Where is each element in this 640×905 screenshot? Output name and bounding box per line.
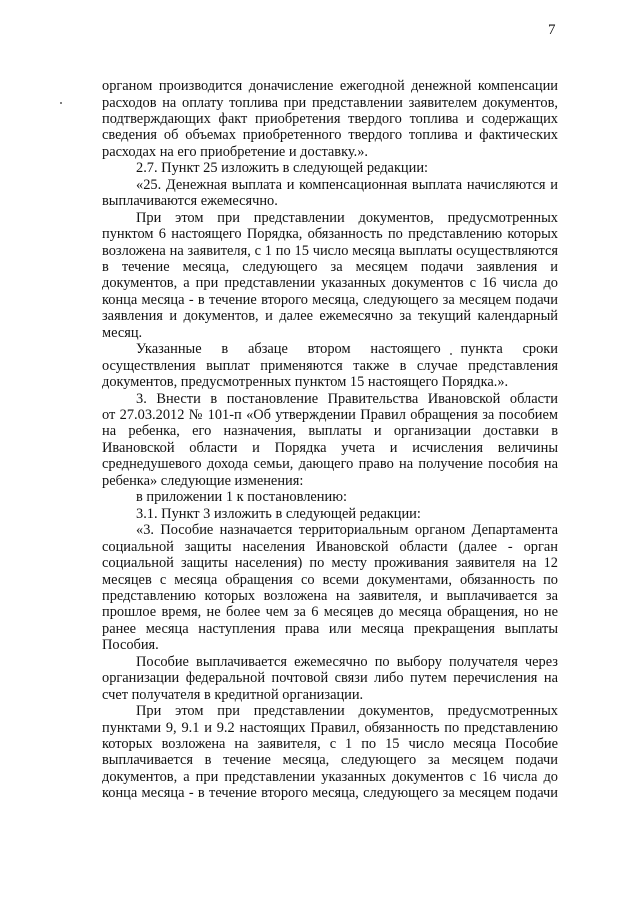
page-number: 7 <box>548 22 556 38</box>
text-line: «25. Денежная выплата и компенсационная выплата начисляются и <box>136 176 558 193</box>
text-line: При этом при представлении документов, предусмотренных <box>136 209 558 226</box>
text-line: расходах на его приобретение и доставку.». <box>102 143 369 160</box>
text-line: 3.1. Пункт 3 изложить в следующей редакции: <box>136 505 421 522</box>
text-line: При этом при представлении документов, предусмотренных <box>136 703 558 720</box>
text-line: пунктом 6 настоящего Порядка, обязанность по представлению которых <box>102 226 558 242</box>
text-line: конца месяца - в течение второго месяца, следующего за месяцем подачи <box>102 785 558 802</box>
text-line: от 27.03.2012 № 101-п «Об утверждении Правил обращения за пособием <box>102 407 558 423</box>
text-line: возложена на заявителя, с 1 по 15 число месяца выплаты осуществляются <box>102 242 558 259</box>
text-line: заявления и документов, и далее ежемесячно за текущий календарный <box>102 308 558 325</box>
text-line: сведения об объемах приобретенного твердого топлива и фактических <box>102 127 558 144</box>
text-line: прошлое время, не более чем за 6 месяцев до месяца обращения, но не <box>102 604 558 621</box>
text-line: органом производится доначисление ежегодной денежной компенсации <box>102 78 558 94</box>
text-line: месяц. <box>102 324 143 341</box>
text-line: документов, а при представлении указанных документов с 16 числа до <box>102 768 558 785</box>
text-line: выплачиваются ежемесячно. <box>102 193 278 210</box>
text-line: социальной защиты населения Ивановской области (далее - орган <box>102 538 558 555</box>
text-line: организации федеральной почтовой связи либо путем перечисления на <box>102 670 558 687</box>
text-line: Ивановской области и Порядка учета и исчисления величины <box>102 439 558 456</box>
text-line: осуществления выплат применяются также в случае представления <box>102 357 558 374</box>
text-line: пунктами 9, 9.1 и 9.2 настоящих Правил, обязанность по представлению <box>102 719 558 736</box>
text-line: расходов на оплату топлива при представлении заявителем документов, <box>102 94 558 111</box>
text-line: социальной защиты населения) по месту проживания заявителя на 12 <box>102 555 558 571</box>
text-line: счет получателя в кредитной организации. <box>102 686 364 703</box>
text-line: 3. Внести в постановление Правительства Ивановской области <box>136 390 558 407</box>
text-line: в приложении 1 к постановлению: <box>136 489 347 506</box>
scan-speck <box>60 102 62 104</box>
text-line: на ребенка, его назначения, выплаты и организации доставки в <box>102 423 558 440</box>
text-line: месяцев с месяца обращения со всеми документами, обязанность по <box>102 571 558 588</box>
text-line: ребенка» следующие изменения: <box>102 472 304 489</box>
text-line: которых возложена на заявителя, с 1 по 15 число месяца Пособие <box>102 736 558 752</box>
text-line: в течение месяца, следующего за месяцем подачи заявления и <box>102 258 558 275</box>
text-line: Пособия. <box>102 637 159 654</box>
text-line: ранее месяца наступления права или месяца прекращения выплаты <box>102 620 558 637</box>
text-line: 2.7. Пункт 25 изложить в следующей редакции: <box>136 160 429 177</box>
text-line: документов, а при представлении указанных документов с 16 числа до <box>102 275 558 292</box>
text-line: Указанные в абзаце втором настоящего пункта сроки <box>136 341 558 358</box>
text-line: «3. Пособие назначается территориальным органом Департамента <box>136 522 558 539</box>
text-line: Пособие выплачивается ежемесячно по выбору получателя через <box>136 653 558 670</box>
text-line: среднедушевого дохода семьи, дающего право на получение пособия на <box>102 456 558 473</box>
text-line: представлению которых возложена на заявителя, и выплачивается за <box>102 588 558 604</box>
text-line: документов, предусмотренных пунктом 15 настоящего Порядка.». <box>102 374 509 391</box>
text-line: конца месяца - в течение второго месяца, следующего за месяцем подачи <box>102 291 558 308</box>
text-line: выплачивается в течение месяца, следующего за месяцем подачи <box>102 752 558 769</box>
text-line: подтверждающих факт приобретения твердого топлива и содержащих <box>102 110 558 127</box>
